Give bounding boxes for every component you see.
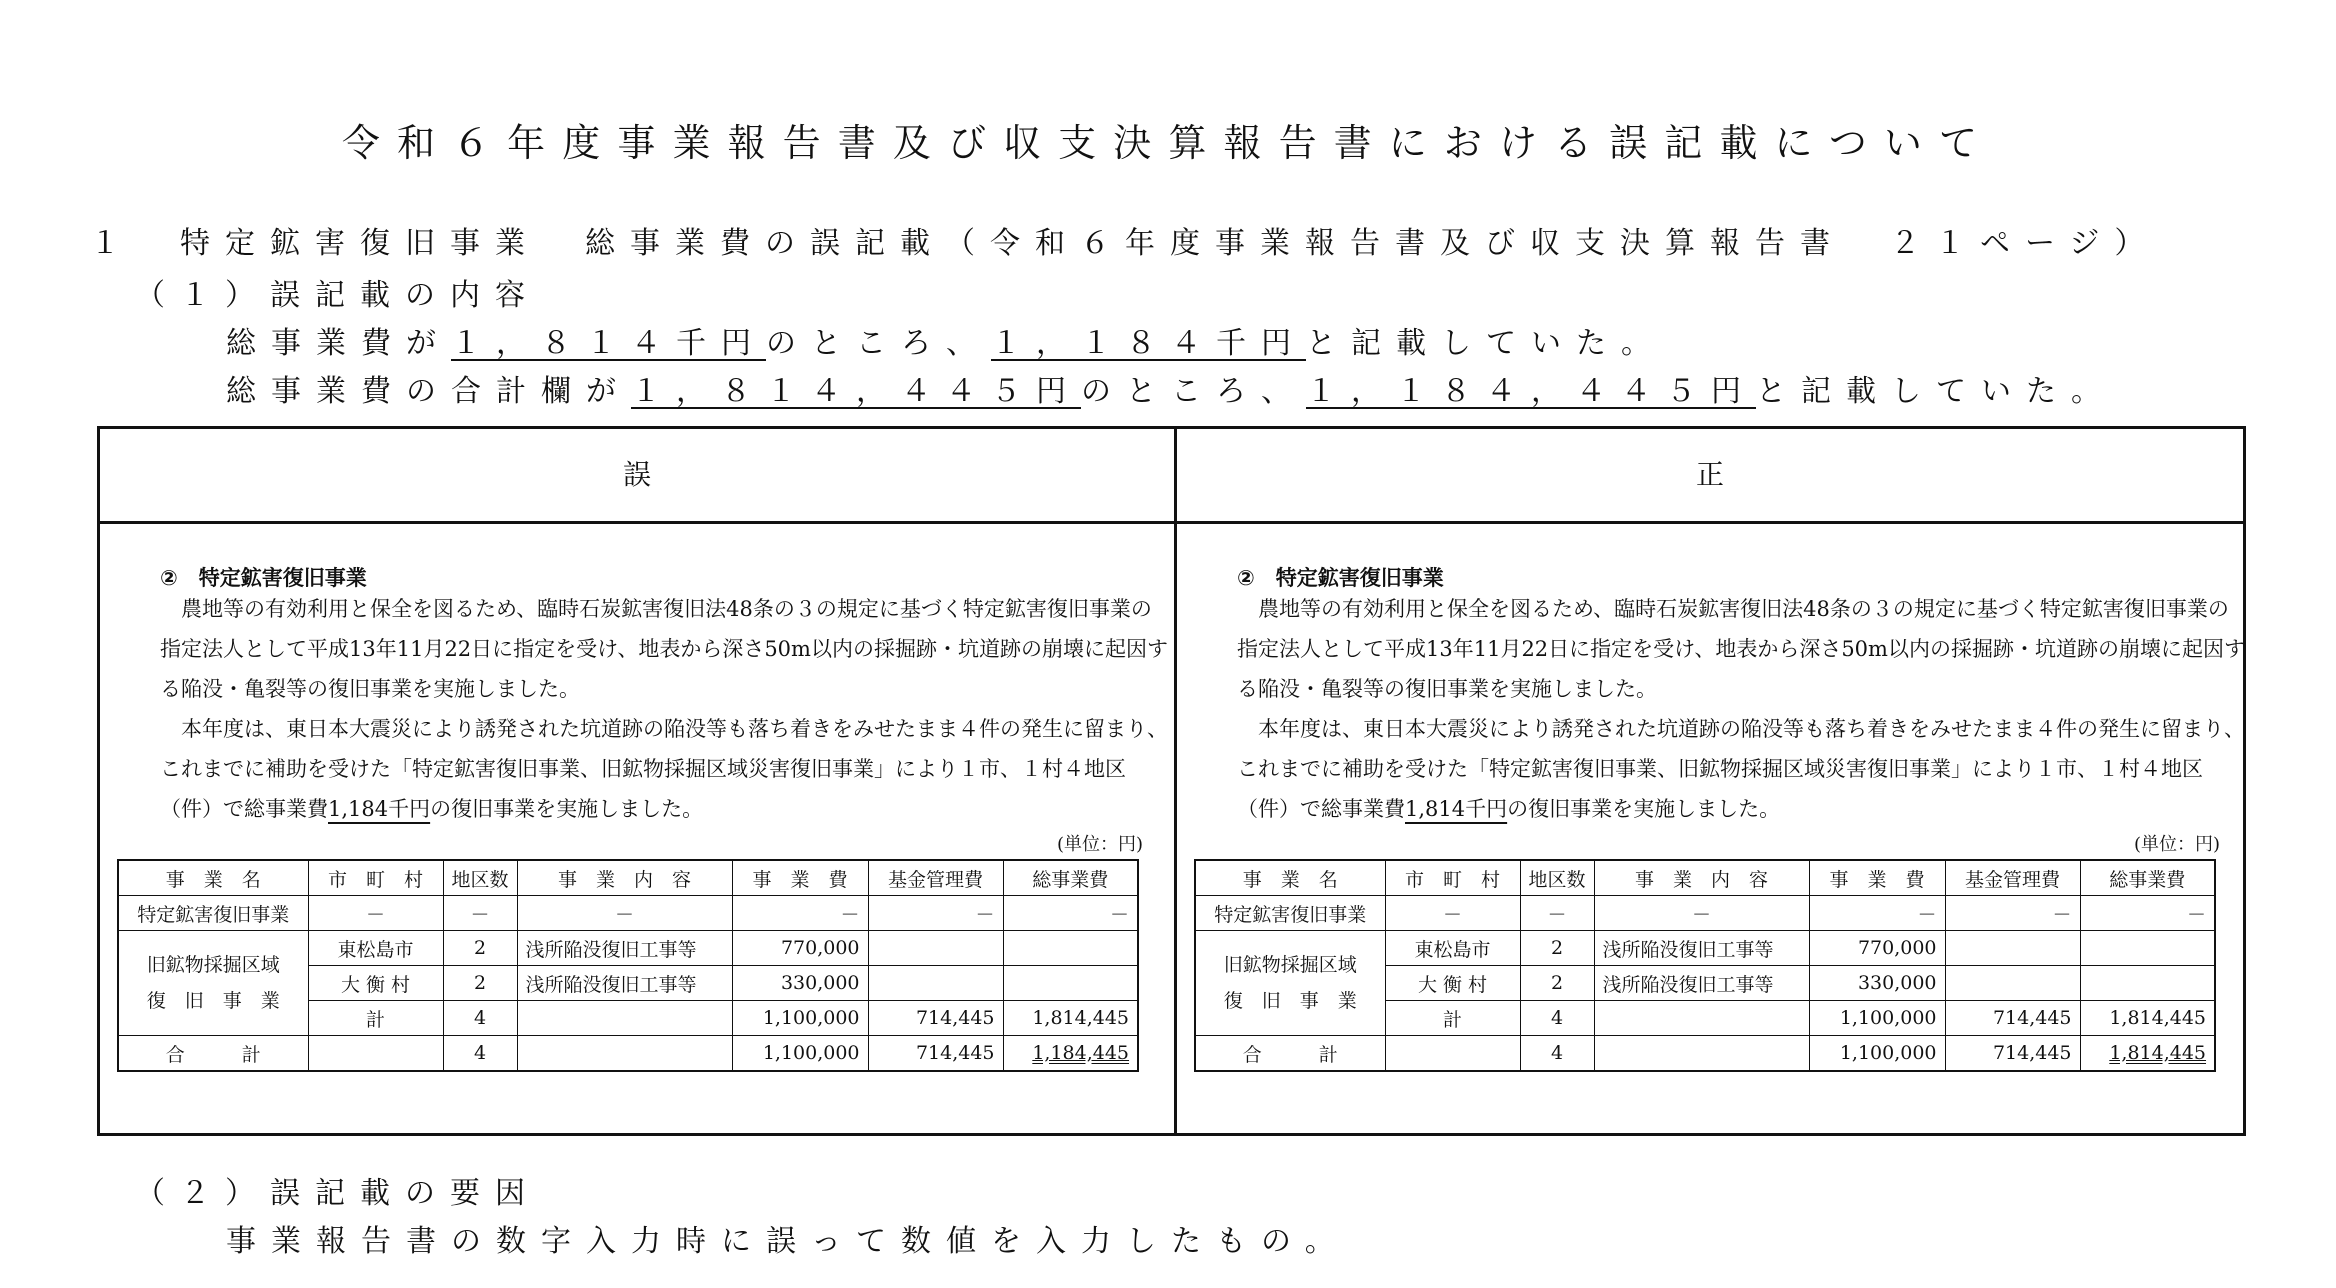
cell: 4	[1520, 1036, 1594, 1072]
correct-total: 1,814,445	[2109, 1042, 2207, 1064]
cell	[308, 1036, 443, 1072]
para2-pre: 本年度は、東日本大震災により誘発された坑道跡の陥没等も落ち着きをみせたまま４件の発生に留まり、これまでに補助を受けた「特定鉱害復旧事業、旧鉱物採掘区域災害復旧事業」により１市、１村４地区（件）で総事業費	[1237, 717, 2245, 821]
cell: －	[1945, 896, 2080, 931]
cell: －	[1003, 896, 1138, 931]
cell: 330,000	[1809, 966, 1945, 1001]
page-title: 令和６年度事業報告書及び収支決算報告書における誤記載について	[341, 121, 1995, 165]
cell: 東松島市	[1385, 931, 1520, 966]
wrong-amount: 1,184千円	[328, 797, 431, 821]
cell: 1,814,445	[1003, 1001, 1138, 1036]
panel-paragraph-2	[1237, 709, 2247, 829]
wrong-header: 誤	[622, 458, 651, 491]
th-city: 市 町 村	[1385, 860, 1520, 896]
para2-post: の復旧事業を実施しました。	[430, 797, 704, 821]
table-row	[118, 896, 1138, 931]
comparison-box	[97, 426, 2246, 1136]
table-header-row	[118, 860, 1138, 896]
line1-post: と記載していた。	[1306, 326, 1666, 361]
cell	[1594, 1036, 1809, 1072]
panel-heading: ② 特定鉱害復旧事業	[1237, 566, 1444, 590]
total-label: 合 計	[118, 1036, 308, 1072]
th-content: 事 業 内 容	[1594, 860, 1809, 896]
cell: 714,445	[1945, 1036, 2080, 1072]
table-row	[118, 931, 1138, 966]
cell: 1,100,000	[732, 1001, 868, 1036]
cell: 1,814,445	[2080, 1001, 2215, 1036]
cell: 4	[443, 1001, 517, 1036]
line2-mid: のところ、	[1081, 374, 1306, 409]
line1-mid: のところ、	[766, 326, 991, 361]
cell	[1385, 1036, 1520, 1072]
cell: 1,100,000	[1809, 1001, 1945, 1036]
correct-header: 正	[1695, 458, 1724, 491]
cell: －	[1809, 896, 1945, 931]
cell: 714,445	[868, 1036, 1003, 1072]
th-total: 総事業費	[2080, 860, 2215, 896]
cell: 大 衡 村	[308, 966, 443, 1001]
line1-pre: 総事業費が	[226, 326, 451, 361]
cell: 1,100,000	[1809, 1036, 1945, 1072]
cell: 2	[443, 966, 517, 1001]
cell: 330,000	[732, 966, 868, 1001]
panel-paragraph-1: 農地等の有効利用と保全を図るため、臨時石炭鉱害復旧法48条の３の規定に基づく特定鉱害復旧事業の指定法人として平成13年11月22日に指定を受け、地表から深さ50m以内の採掘跡・坑道跡の崩壊に起因する陥没・亀裂等の復旧事業を実施しました。	[160, 597, 1168, 701]
th-cost: 事 業 費	[1809, 860, 1945, 896]
total-label: 合 計	[1195, 1036, 1385, 1072]
panel-heading: ② 特定鉱害復旧事業	[160, 566, 367, 590]
total-amount-cell	[1003, 1036, 1138, 1072]
cause-text: 事業報告書の数字入力時に誤って数値を入力したもの。	[226, 1224, 1350, 1259]
cell: 特定鉱害復旧事業	[1195, 896, 1385, 931]
line2-correct-amount: １，８１４，４４５円	[631, 374, 1081, 409]
cell: 浅所陥没復旧工事等	[1594, 966, 1809, 1001]
th-total: 総事業費	[1003, 860, 1138, 896]
th-fund: 基金管理費	[1945, 860, 2080, 896]
cell	[1594, 1001, 1809, 1036]
panel-paragraph-2	[160, 709, 1170, 829]
cell: 計	[1385, 1001, 1520, 1036]
th-fund: 基金管理費	[868, 860, 1003, 896]
cell: 770,000	[1809, 931, 1945, 966]
unit-label: (単位：円)	[2133, 834, 2220, 855]
content-line-1	[226, 318, 1666, 362]
cell: －	[517, 896, 732, 931]
cell	[2080, 931, 2215, 966]
cell: 2	[1520, 966, 1594, 1001]
line2-pre: 総事業費の合計欄が	[226, 374, 631, 409]
th-count: 地区数	[443, 860, 517, 896]
th-name: 事 業 名	[118, 860, 308, 896]
subsection-content-heading: （１）誤記載の内容	[135, 278, 540, 313]
total-amount-cell	[2080, 1036, 2215, 1072]
cost-table	[1194, 859, 2216, 1072]
cell: 大 衡 村	[1385, 966, 1520, 1001]
line1-correct-amount: １，８１４千円	[451, 326, 766, 361]
line2-wrong-amount: １，１８４，４４５円	[1306, 374, 1756, 409]
para2-pre: 本年度は、東日本大震災により誘発された坑道跡の陥没等も落ち着きをみせたまま４件の発生に留まり、これまでに補助を受けた「特定鉱害復旧事業、旧鉱物採掘区域災害復旧事業」により１市、１村４地区（件）で総事業費	[160, 717, 1168, 821]
cell: 東松島市	[308, 931, 443, 966]
cell: 特定鉱害復旧事業	[118, 896, 308, 931]
wrong-total: 1,184,445	[1032, 1042, 1130, 1064]
cell: 714,445	[1945, 1001, 2080, 1036]
th-content: 事 業 内 容	[517, 860, 732, 896]
correct-amount: 1,814千円	[1405, 797, 1508, 821]
th-count: 地区数	[1520, 860, 1594, 896]
table-total-row	[118, 1036, 1138, 1072]
para2-post: の復旧事業を実施しました。	[1507, 797, 1781, 821]
cell: －	[732, 896, 868, 931]
cell: 4	[1520, 1001, 1594, 1036]
cell	[517, 1036, 732, 1072]
section-heading: １ 特定鉱害復旧事業 総事業費の誤記載（令和６年度事業報告書及び収支決算報告書 ２１ページ）	[90, 226, 2160, 261]
panel-paragraph-1: 農地等の有効利用と保全を図るため、臨時石炭鉱害復旧法48条の３の規定に基づく特定鉱害復旧事業の指定法人として平成13年11月22日に指定を受け、地表から深さ50m以内の採掘跡・坑道跡の崩壊に起因する陥没・亀裂等の復旧事業を実施しました。	[1237, 597, 2245, 701]
cell	[868, 931, 1003, 966]
cell: 770,000	[732, 931, 868, 966]
cell: －	[308, 896, 443, 931]
unit-label: (単位：円)	[1056, 834, 1143, 855]
cost-table	[117, 859, 1139, 1072]
cell	[517, 1001, 732, 1036]
cell	[1003, 966, 1138, 1001]
wrong-panel	[100, 524, 1171, 1133]
cell: 計	[308, 1001, 443, 1036]
th-city: 市 町 村	[308, 860, 443, 896]
cell: 2	[443, 931, 517, 966]
table-header-row	[1195, 860, 2215, 896]
cell: －	[868, 896, 1003, 931]
correct-panel	[1177, 524, 2248, 1133]
cell: －	[1385, 896, 1520, 931]
cell: 2	[1520, 931, 1594, 966]
th-cost: 事 業 費	[732, 860, 868, 896]
cell: 714,445	[868, 1001, 1003, 1036]
line1-wrong-amount: １，１８４千円	[991, 326, 1306, 361]
cell: －	[443, 896, 517, 931]
cell: 浅所陥没復旧工事等	[517, 931, 732, 966]
subsection-cause-heading: （２）誤記載の要因	[135, 1176, 540, 1211]
group-label: 旧鉱物採掘区域 復 旧 事 業	[118, 931, 308, 1036]
table-row	[1195, 931, 2215, 966]
cell: －	[1520, 896, 1594, 931]
th-name: 事 業 名	[1195, 860, 1385, 896]
cell: 浅所陥没復旧工事等	[1594, 931, 1809, 966]
table-total-row	[1195, 1036, 2215, 1072]
cell	[1945, 931, 2080, 966]
cell: －	[1594, 896, 1809, 931]
cell: 1,100,000	[732, 1036, 868, 1072]
cell: －	[2080, 896, 2215, 931]
line2-post: と記載していた。	[1756, 374, 2116, 409]
cell	[868, 966, 1003, 1001]
cell	[1945, 966, 2080, 1001]
cell: 4	[443, 1036, 517, 1072]
cell: 浅所陥没復旧工事等	[517, 966, 732, 1001]
cell	[2080, 966, 2215, 1001]
content-line-2	[226, 366, 2116, 410]
group-label: 旧鉱物採掘区域 復 旧 事 業	[1195, 931, 1385, 1036]
cell	[1003, 931, 1138, 966]
table-row	[1195, 896, 2215, 931]
